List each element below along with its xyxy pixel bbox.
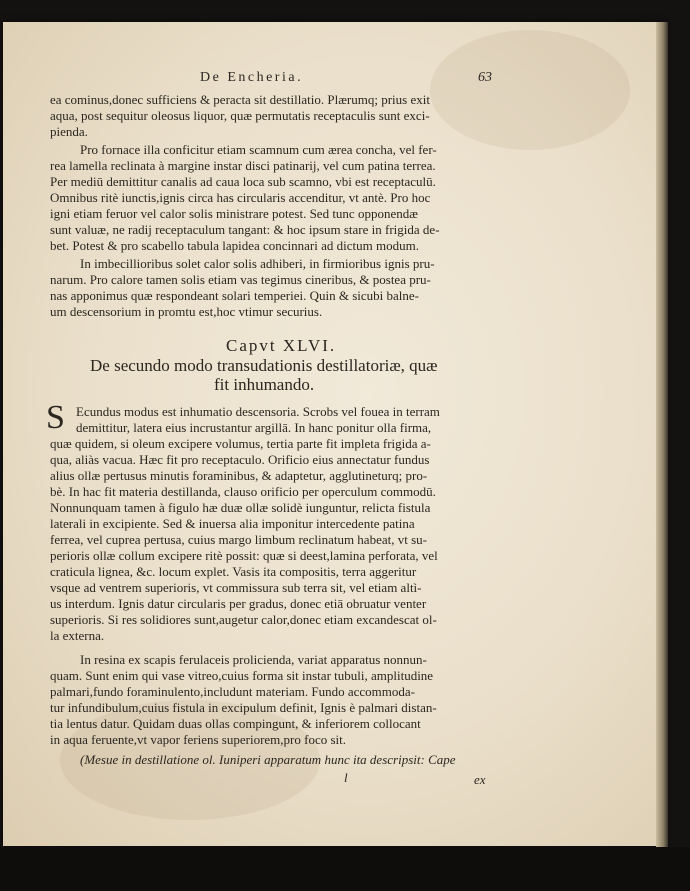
- running-head: De Encheria.: [200, 70, 304, 85]
- text-line: rea lamella reclinata à margine instar disci patinarij, vel cum patina terrea.: [50, 158, 436, 173]
- text-line: pienda.: [50, 124, 88, 139]
- text-line: Pro fornace illa conficitur etiam scamnum cum ærea concha, vel fer-: [80, 142, 437, 157]
- text-line: bè. In hac fit materia destillanda, clauso orificio per operculum commodū.: [50, 484, 436, 499]
- text-line: Omnibus ritè iunctis,ignis circa has circularis accenditur, vt antè. Pro hoc: [50, 190, 431, 205]
- paper-stain: [430, 30, 630, 150]
- chapter-title: Capvt XLVI.: [226, 336, 337, 355]
- text-line: perioris ollæ collum excipere ritè possit: quæ si deest,lamina perforata, vel: [50, 548, 438, 563]
- text-line: um descensorium in promtu est,hoc vtimur securius.: [50, 304, 323, 319]
- text-line: qua, aliàs vacua. Hæc fit pro receptaculo. Orificio eius annectatur fundus: [50, 452, 430, 467]
- text-line: demittitur, latera eius incrustantur argillā. In hanc ponitur olla firma,: [76, 420, 432, 435]
- text-line: quæ quidem, si oleum excipere volumus, tertia parte fit impleta frigida a-: [50, 436, 431, 451]
- page-number: 63: [478, 70, 492, 85]
- marginal-note: (Mesue in destillatione ol. Iuniperi apparatum hunc ita descripsit: Cape: [80, 752, 456, 767]
- text-line: narum. Pro calore tamen solis etiam vas tegimus cineribus, & postea pru-: [50, 272, 431, 287]
- text-line: aqua, post sequitur oleosus liquor, quæ permutatis receptaculis sunt exci-: [50, 108, 430, 123]
- text-line: In imbecillioribus solet calor solis adhiberi, in firmioribus ignis pru-: [80, 256, 435, 271]
- text-line: craticula lignea, &c. locum explet. Vasis ita compositis, terra aggeritur: [50, 564, 417, 579]
- chapter-subtitle-line: fit inhumando.: [214, 375, 315, 394]
- text-line: Ecundus modus est inhumatio descensoria. Scrobs vel fouea in terram: [76, 404, 440, 419]
- text-line: palmari,fundo foraminulento,includunt materiam. Fundo accommoda-: [50, 684, 415, 699]
- text-line: us interdum. Ignis datur circularis per gradus, donec etiā obruatur venter: [50, 596, 427, 611]
- text-line: vsque ad ventrem superioris, vt commissura sub terra sit, vel etiam altì-: [50, 580, 422, 595]
- text-line: tur infundibulum,cuius fistula in excipulum definit, Ignis è palmari distan-: [50, 700, 437, 715]
- text-line: ea cominus,donec sufficiens & peracta sit destillatio. Plærumq; prius exit: [50, 92, 430, 107]
- text-line: sunt valuæ, ne radij receptaculum tangant: & hoc ipsum stare in frigida de-: [50, 222, 440, 237]
- drop-cap: S: [46, 399, 65, 436]
- scan-background: [0, 847, 690, 891]
- text-line: Nonnunquam tamen à figulo hæ duæ ollæ solidè iunguntur, relicta fistula: [50, 500, 431, 515]
- catchword-left: l: [344, 770, 348, 785]
- text-line: bet. Potest & pro scabello tabula lapidea concinnari ad dictum modum.: [50, 238, 419, 253]
- text-line: tia lentus datur. Quidam duas ollas compingunt, & inferiorem collocant: [50, 716, 421, 731]
- text-line: quam. Sunt enim qui vase vitreo,cuius forma sit instar tubuli, amplitudine: [50, 668, 434, 683]
- text-line: la externa.: [50, 628, 105, 643]
- text-line: Per mediū demittitur canalis ad caua loca sub scamno, vbi est receptaculū.: [50, 174, 436, 189]
- chapter-subtitle-line: De secundo modo transudationis destillatoriæ, quæ: [90, 356, 438, 375]
- text-line: alius ollæ pertusus minutis foraminibus, & adaptetur, agglutineturq; pro-: [50, 468, 428, 483]
- text-line: nas apponimus quæ respondeant solari temperiei. Quin & sicubi balne-: [50, 288, 419, 303]
- text-line: laterali in excipiente. Sed & inuersa alia imponitur intercedente patina: [50, 516, 415, 531]
- text-line: superioris. Si res solidiores sunt,augetur calor,donec etiam excandescat ol-: [50, 612, 437, 627]
- catchword: ex: [474, 772, 486, 787]
- text-line: in aqua feruente,vt vapor feriens superiorem,pro foco sit.: [50, 732, 347, 747]
- text-line: In resina ex scapis ferulaceis prolicienda, variat apparatus nonnun-: [80, 652, 427, 667]
- text-line: ferrea, vel cuprea pertusa, cuius margo limbum reclinatum habeat, vt su-: [50, 532, 427, 547]
- text-line: igni etiam feruor vel calor solis ministrare potest. Sed tunc opponendæ: [50, 206, 418, 221]
- page-fold-edge: [656, 22, 668, 854]
